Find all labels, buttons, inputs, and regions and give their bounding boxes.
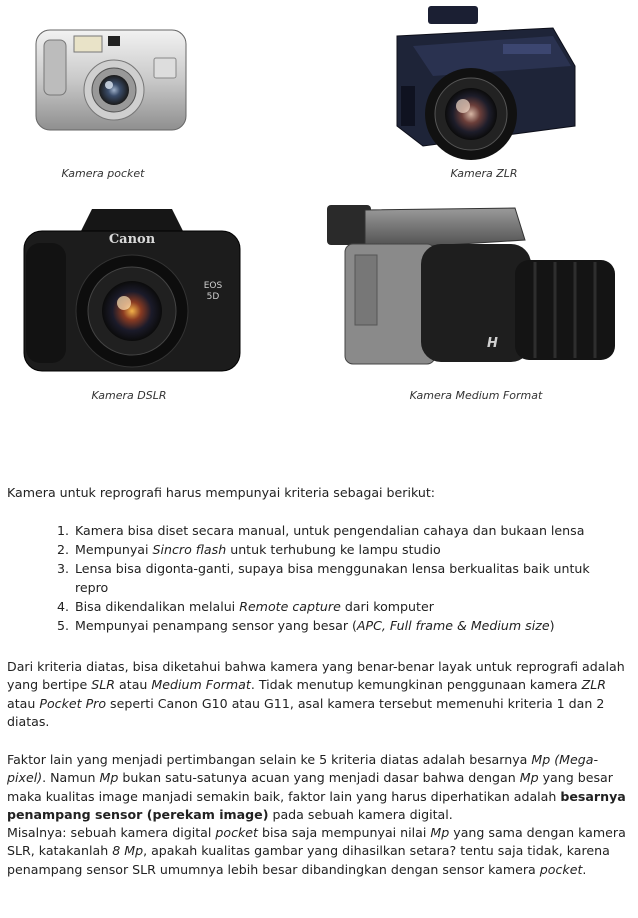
criteria-item: 5. Mempunyai penampang sensor yang besar (APC, Full frame & Medium size): [57, 618, 555, 633]
criteria-intro: Kamera untuk reprografi harus mempunyai kriteria sebagai berikut:: [7, 485, 436, 500]
medium-format-camera-image: [325, 200, 621, 370]
paragraph-conclusion: Dari kriteria diatas, bisa diketahui bahwa kamera yang benar-benar layak untuk reprografi adalah yang bertipe SLR atau Medium Format. Tidak menutup kemungkinan penggunaan kamera ZLR atau Pocket Pro seperti Canon G10 atau G11, asal kamera tersebut memenuhi kriteria 1 dan 2 diatas.: [7, 659, 625, 729]
h-badge: H: [487, 336, 498, 351]
paragraph-example: Misalnya: sebuah kamera digital pocket bisa saja mempunyai nilai Mp yang sama dengan kamera SLR, katakanlah 8 Mp, apakah kualitas gambar yang dihasilkan setara? tentu saja tidak, karena penampang sensor SLR umumnya lebih besar dibandingkan dengan sensor kamera pocket.: [7, 825, 626, 877]
zlr-camera-image: [393, 6, 583, 161]
pocket-camera-image: [34, 22, 189, 142]
paragraph-megapixel: Faktor lain yang menjadi pertimbangan selain ke 5 kriteria diatas adalah besarnya Mp (Mega-pixel). Namun Mp bukan satu-satunya acuan yang menjadi dasar bahwa dengan Mp yang besar maka kualitas image manjadi semakin baik, faktor lain yang harus diperhatikan adalah besarnya penampang sensor (perekam image) pada sebuah kamera digital. Misalnya: sebuah kamera digital pocket bisa saja mempunyai nilai Mp yang sama dengan kamera SLR, katakanlah 8 Mp, apakah kualitas gambar yang dihasilkan setara? tentu saja tidak, karena penampang sensor SLR umumnya lebih besar dibandingkan dengan sensor kamera pocket.: [7, 751, 629, 879]
canon-logo: Canon: [108, 232, 156, 247]
criteria-item: 2. Mempunyai Sincro flash untuk terhubung ke lampu studio: [57, 542, 441, 557]
eos-badge: EOS: [203, 281, 223, 291]
dslr-camera-image: [22, 203, 244, 383]
dslr-camera-caption: Kamera DSLR: [91, 389, 167, 402]
criteria-list: [57, 521, 617, 635]
criteria-item: 1. Kamera bisa diset secara manual, untuk pengendalian cahaya dan bukaan lensa: [57, 523, 585, 538]
zlr-camera-caption: Kamera ZLR: [450, 167, 518, 180]
criteria-item: 3. Lensa bisa digonta-ganti, supaya bisa menggunakan lensa berkualitas baik untuk repro: [57, 561, 590, 595]
criteria-item: 4. Bisa dikendalikan melalui Remote capture dari komputer: [57, 599, 434, 614]
medium-format-camera-caption: Kamera Medium Format: [409, 389, 543, 402]
5d-badge: 5D: [206, 292, 220, 302]
pocket-camera-caption: Kamera pocket: [61, 167, 145, 180]
